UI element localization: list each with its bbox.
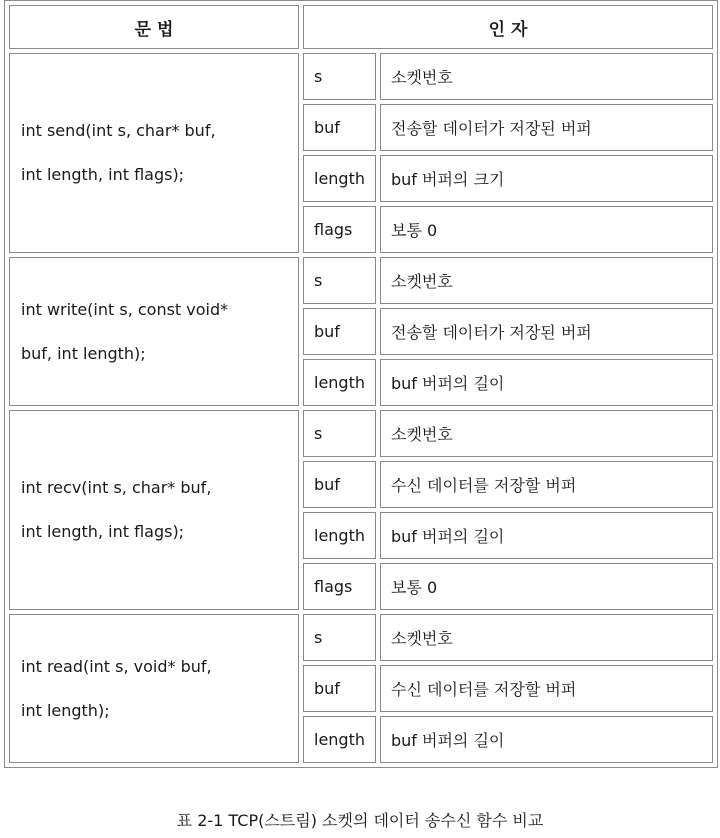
function-syntax-cell bbox=[9, 410, 299, 610]
parameter-description-cell: 수신 데이터를 저장할 버퍼 bbox=[380, 665, 713, 712]
table-caption: 표 2-1 TCP(스트림) 소켓의 데이터 송수신 함수 비교 bbox=[176, 811, 544, 830]
function-syntax-cell bbox=[9, 614, 299, 763]
syntax-line: int read(int s, void* buf, bbox=[21, 656, 212, 676]
parameter-description-cell: 소켓번호 bbox=[380, 53, 713, 100]
parameter-description-cell: buf 버퍼의 길이 bbox=[380, 716, 713, 763]
syntax-line: int send(int s, char* buf, bbox=[21, 121, 216, 140]
parameter-name-cell: s bbox=[303, 257, 376, 304]
function-syntax-cell bbox=[9, 53, 299, 253]
table-row bbox=[9, 410, 713, 457]
parameter-name-cell: s bbox=[303, 53, 376, 100]
function-syntax-cell bbox=[9, 257, 299, 406]
parameter-description-cell: 수신 데이터를 저장할 버퍼 bbox=[380, 461, 713, 508]
parameter-name-cell: length bbox=[303, 359, 376, 406]
table-header-row bbox=[9, 5, 713, 49]
parameter-description-cell: 소켓번호 bbox=[380, 257, 713, 304]
parameter-name-cell: s bbox=[303, 614, 376, 661]
parameter-name-cell: s bbox=[303, 410, 376, 457]
parameter-description-cell: 보통 0 bbox=[380, 563, 713, 610]
parameter-name-cell: length bbox=[303, 512, 376, 559]
parameter-description-cell: buf 버퍼의 길이 bbox=[380, 359, 713, 406]
parameter-name-cell: length bbox=[303, 716, 376, 763]
parameter-name-cell: flags bbox=[303, 563, 376, 610]
parameter-name-cell: buf bbox=[303, 665, 376, 712]
table-row bbox=[9, 257, 713, 304]
parameter-description-cell: 보통 0 bbox=[380, 206, 713, 253]
header-arguments: 인 자 bbox=[303, 5, 713, 49]
syntax-line: int length); bbox=[21, 700, 110, 720]
parameter-name-cell: buf bbox=[303, 461, 376, 508]
parameter-description-cell: 소켓번호 bbox=[380, 614, 713, 661]
parameter-description-cell: 소켓번호 bbox=[380, 410, 713, 457]
parameter-name-cell: buf bbox=[303, 308, 376, 355]
header-syntax: 문 법 bbox=[9, 5, 299, 49]
parameter-description-cell: 전송할 데이터가 저장된 버퍼 bbox=[380, 308, 713, 355]
parameter-name-cell: buf bbox=[303, 104, 376, 151]
syntax-line: buf, int length); bbox=[21, 343, 146, 363]
parameter-description-cell: buf 버퍼의 크기 bbox=[380, 155, 713, 202]
socket-function-table bbox=[4, 0, 718, 768]
syntax-line: int write(int s, const void* bbox=[21, 299, 229, 319]
parameter-name-cell: length bbox=[303, 155, 376, 202]
table-body bbox=[9, 53, 713, 763]
syntax-line: int length, int flags); bbox=[21, 165, 185, 184]
parameter-description-cell: buf 버퍼의 길이 bbox=[380, 512, 713, 559]
syntax-line: int length, int flags); bbox=[21, 522, 185, 541]
parameter-description-cell: 전송할 데이터가 저장된 버퍼 bbox=[380, 104, 713, 151]
table-row bbox=[9, 53, 713, 100]
syntax-line: int recv(int s, char* buf, bbox=[21, 478, 212, 497]
table-row bbox=[9, 614, 713, 661]
parameter-name-cell: flags bbox=[303, 206, 376, 253]
